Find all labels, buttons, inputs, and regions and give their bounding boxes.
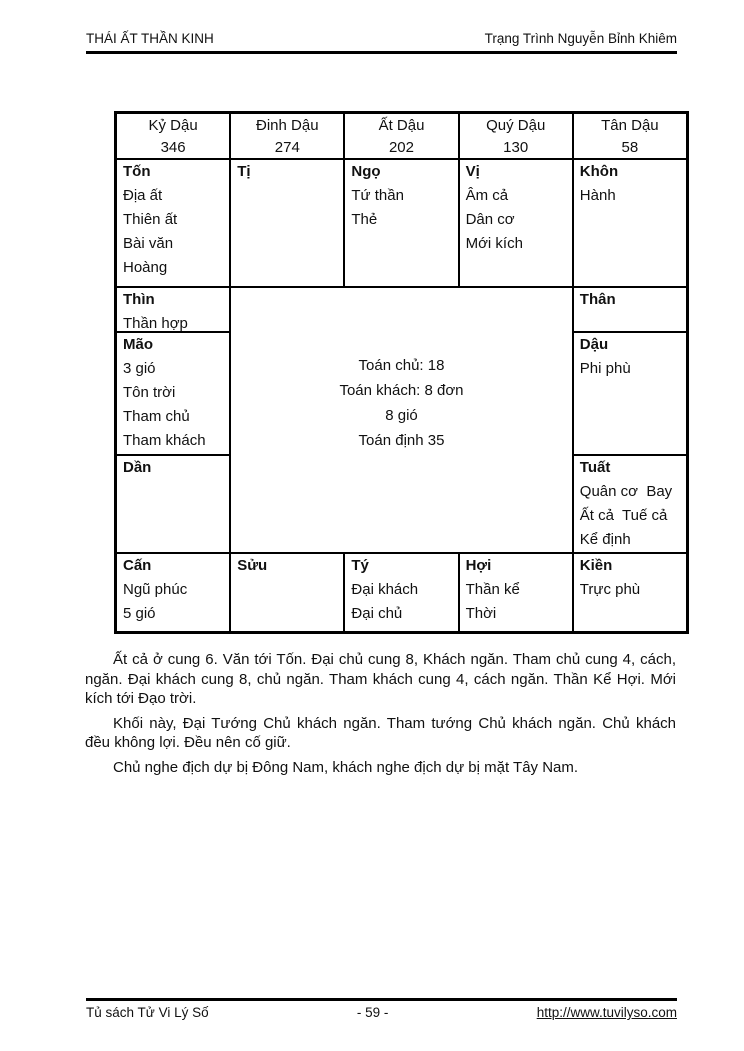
palace-title: Kiền — [579, 557, 613, 574]
year-name: Quý Dậu — [486, 117, 546, 134]
palace-title: Mão — [123, 336, 153, 353]
palace-tuat — [573, 455, 687, 553]
palace-dan — [116, 455, 230, 553]
header-author: Trạng Trình Nguyễn Bỉnh Khiêm — [484, 31, 677, 46]
summary-line: Toán định 35 — [358, 432, 445, 449]
palace-line: 3 gió — [123, 360, 156, 377]
palace-line: Hoàng — [123, 259, 168, 276]
palace-suu — [230, 553, 344, 632]
palace-title: Khôn — [579, 163, 619, 180]
palace-than — [573, 287, 687, 332]
palace-title: Thìn — [123, 291, 155, 308]
palace-ty — [344, 553, 458, 632]
palace-kien — [573, 553, 687, 632]
palace-ti — [230, 159, 344, 287]
palace-title: Sửu — [237, 557, 268, 574]
palace-ton — [116, 159, 230, 287]
palace-line: Kể định — [579, 531, 631, 548]
page-footer — [86, 1005, 677, 1020]
palace-line: Ất cả Tuế cả — [579, 507, 668, 524]
year-name: Kỷ Dậu — [148, 117, 198, 134]
palace-title: Cấn — [123, 557, 152, 574]
page-header — [86, 31, 677, 47]
summary-line: 8 gió — [385, 407, 418, 424]
palace-line: Thần kể — [465, 581, 520, 598]
palace-title: Vị — [465, 163, 480, 180]
year-number: 58 — [621, 139, 639, 156]
palace-title: Tị — [237, 163, 251, 180]
paragraph-2: Khối này, Đại Tướng Chủ khách ngăn. Tham tướng Chủ khách ngăn. Chủ khách đều không lợi. Đều nên cố giữ. — [85, 714, 676, 751]
year-number: 274 — [274, 139, 300, 156]
header-rule — [86, 51, 677, 54]
palace-line: Ngũ phúc — [123, 581, 188, 598]
paragraph-3: Chủ nghe địch dự bị Đông Nam, khách nghe địch dự bị mặt Tây Nam. — [113, 758, 579, 776]
palace-line: Trực phù — [579, 581, 641, 598]
taiat-chart-table — [114, 111, 689, 634]
year-cell-quy-dau — [459, 113, 573, 159]
palace-can — [116, 553, 230, 632]
year-cell-ky-dau — [116, 113, 230, 159]
palace-mao — [116, 332, 230, 455]
palace-vi — [459, 159, 573, 287]
palace-hoi — [459, 553, 573, 632]
palace-line: Dân cơ — [465, 211, 515, 228]
year-name: Đinh Dậu — [256, 117, 319, 134]
palace-line: Thần hợp — [123, 315, 188, 332]
palace-title: Dậu — [579, 336, 609, 353]
palace-line: Phi phù — [579, 360, 631, 377]
body-text — [85, 650, 676, 782]
palace-line: Mới kích — [465, 235, 523, 252]
palace-title: Tuất — [579, 459, 611, 476]
year-cell-dinh-dau — [230, 113, 344, 159]
palace-line: Thời — [465, 605, 497, 622]
year-name: Tân Dậu — [601, 117, 659, 134]
year-cell-at-dau — [344, 113, 458, 159]
palace-title: Hợi — [465, 557, 492, 574]
palace-ngo — [344, 159, 458, 287]
palace-line: Âm cả — [465, 187, 509, 204]
footer-series-title: Tủ sách Tử Vi Lý Số — [86, 1005, 209, 1020]
year-name: Ất Dậu — [378, 117, 425, 134]
palace-line: Tham khách — [123, 432, 206, 449]
footer-page-number: - 59 - — [356, 1005, 389, 1020]
center-summary — [230, 287, 573, 553]
palace-line: 5 gió — [123, 605, 156, 622]
footer-website-link[interactable]: http://www.tuvilyso.com — [536, 1005, 677, 1020]
palace-line: Đại chủ — [351, 605, 403, 622]
palace-line: Thẻ — [351, 211, 378, 228]
palace-line: Tham chủ — [123, 408, 190, 425]
palace-line: Đại khách — [351, 581, 419, 598]
palace-title: Ngọ — [351, 163, 381, 180]
palace-line: Hành — [579, 187, 616, 204]
palace-khon — [573, 159, 687, 287]
palace-title: Dần — [123, 459, 152, 476]
palace-title: Tý — [351, 557, 369, 574]
summary-line: Toán chủ: 18 — [358, 357, 445, 374]
palace-title: Tốn — [123, 163, 151, 180]
palace-line: Tứ thần — [351, 187, 404, 204]
summary-line: Toán khách: 8 đơn — [339, 382, 464, 399]
footer-rule — [86, 998, 677, 1001]
year-cell-tan-dau — [573, 113, 687, 159]
palace-line: Thiên ất — [123, 211, 178, 228]
palace-line: Bài văn — [123, 235, 174, 252]
palace-line: Quân cơ Bay — [579, 483, 673, 500]
year-number: 346 — [160, 139, 186, 156]
palace-line: Địa ất — [123, 187, 163, 204]
year-number: 130 — [503, 139, 529, 156]
paragraph-1: Ất cả ở cung 6. Văn tới Tốn. Đại chủ cung 8, Khách ngăn. Tham chủ cung 4, cách, ngăn. Đại khách cung 8, chủ ngăn. Tham khách cung 4, cách ngăn. Thần Kể Hợi. Mới kích tới Đạo trời. — [85, 651, 676, 707]
palace-dau — [573, 332, 687, 455]
palace-line: Tôn trời — [123, 384, 176, 401]
year-number: 202 — [388, 139, 414, 156]
palace-thin — [116, 287, 230, 332]
header-book-title: THÁI ẤT THẦN KINH — [86, 31, 214, 46]
palace-title: Thân — [579, 291, 616, 308]
